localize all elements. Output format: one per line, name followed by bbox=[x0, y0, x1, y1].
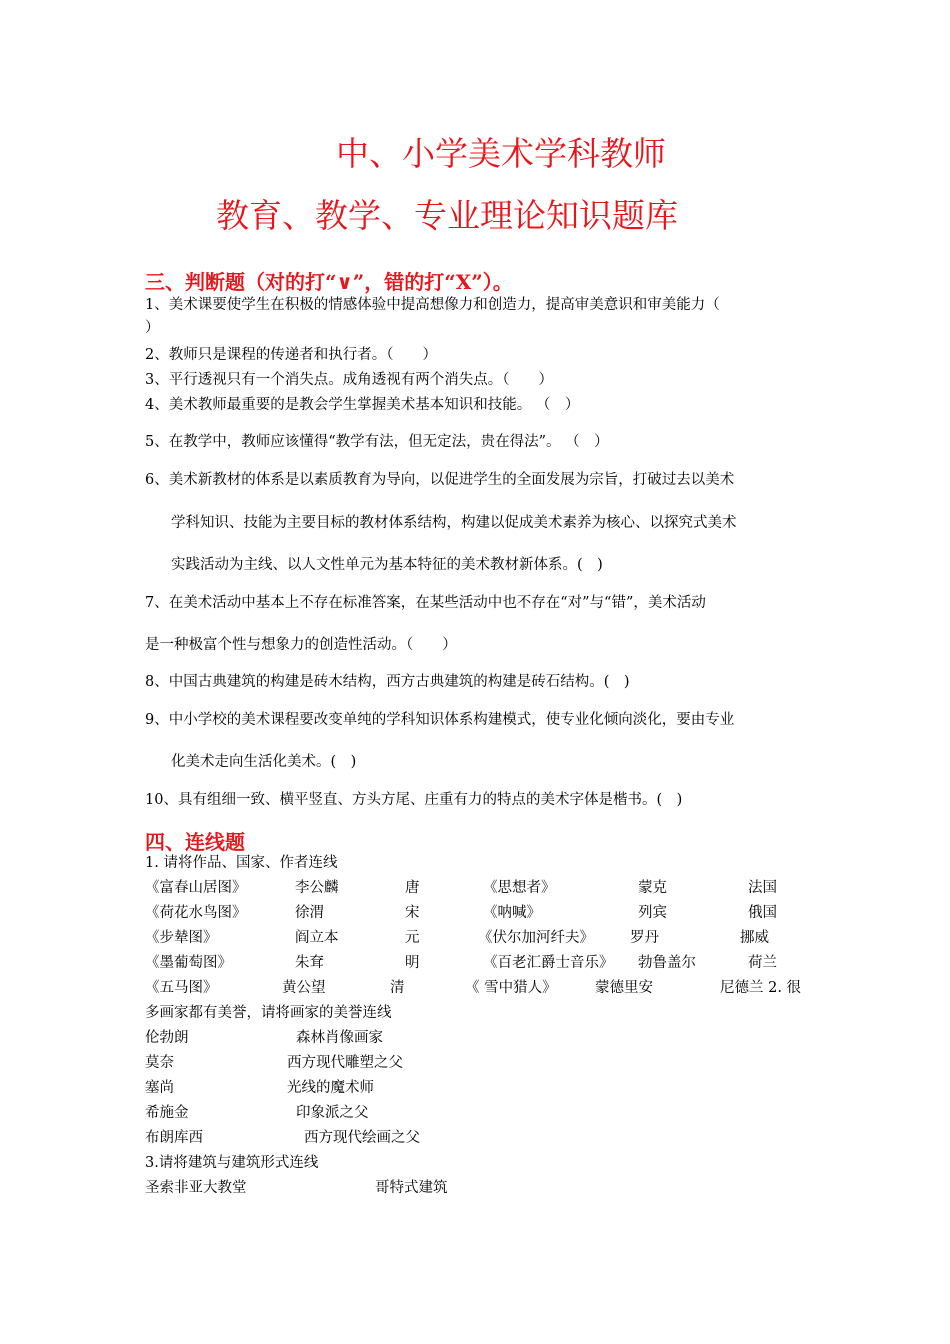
question-5: 5、在教学中，教师应该懂得“教学有法，但无定法，贵在得法”。 （ ） bbox=[145, 434, 609, 450]
artist-name: 勃鲁盖尔 bbox=[638, 955, 696, 971]
painter-name: 希施金 bbox=[145, 1105, 189, 1121]
dynasty: 元 bbox=[405, 930, 420, 946]
question-8: 8、中国古典建筑的构建是砖木结构，西方古典建筑的构建是砖石结构。( ) bbox=[145, 674, 630, 690]
dynasty: 宋 bbox=[405, 905, 420, 921]
work-title: 《墨葡萄图》 bbox=[145, 955, 232, 971]
section3-heading: 三、判断题（对的打“∨”，错的打“X”）。 bbox=[145, 270, 513, 294]
artist-name: 朱耷 bbox=[295, 955, 324, 971]
work-title: 《伏尔加河纤夫》 bbox=[478, 930, 594, 946]
dynasty: 清 bbox=[390, 980, 405, 996]
artist-name: 蒙德里安 bbox=[595, 980, 653, 996]
country: 挪威 bbox=[740, 930, 769, 946]
artist-name: 蒙克 bbox=[638, 880, 667, 896]
painter-honor: 西方现代雕塑之父 bbox=[287, 1055, 403, 1071]
building-name: 圣索非亚大教堂 bbox=[145, 1180, 247, 1196]
work-title: 《 雪中猎人》 bbox=[465, 980, 557, 996]
document-title-line1: 中、小学美术学科教师 bbox=[336, 134, 666, 173]
question-6-line1: 6、美术新教材的体系是以素质教育为导向，以促进学生的全面发展为宗旨，打破过去以美术 bbox=[145, 472, 735, 488]
question-1-line1: 1、美术课要使学生在积极的情感体验中提高想像力和创造力，提高审美意识和审美能力（ bbox=[145, 297, 720, 313]
work-title: 《思想者》 bbox=[483, 880, 556, 896]
painter-honor: 森林肖像画家 bbox=[296, 1030, 383, 1046]
work-title: 《步辇图》 bbox=[145, 930, 218, 946]
dynasty: 明 bbox=[405, 955, 420, 971]
artist-name: 黄公望 bbox=[282, 980, 326, 996]
country: 俄国 bbox=[748, 905, 777, 921]
dynasty: 唐 bbox=[405, 880, 420, 896]
question-10: 10、具有组细一致、横平竖直、方头方尾、庄重有力的特点的美术字体是楷书。( ) bbox=[145, 792, 683, 808]
section4-heading: 四、连线题 bbox=[145, 830, 245, 854]
work-title: 《荷花水鸟图》 bbox=[145, 905, 247, 921]
question-2: 2、教师只是课程的传递者和执行者。（ ） bbox=[145, 347, 437, 363]
question-3: 3、平行透视只有一个消失点。成角透视有两个消失点。（ ） bbox=[145, 372, 553, 388]
question-7-line2: 是一种极富个性与想象力的创造性活动。（ ） bbox=[145, 637, 457, 653]
work-title: 《五马图》 bbox=[145, 980, 218, 996]
painter-name: 布朗库西 bbox=[145, 1130, 203, 1146]
painter-honor: 印象派之父 bbox=[296, 1105, 369, 1121]
artist-name: 李公麟 bbox=[295, 880, 339, 896]
architecture-style: 哥特式建筑 bbox=[375, 1180, 448, 1196]
country: 荷兰 bbox=[748, 955, 777, 971]
question-9-line2: 化美术走向生活化美术。( ) bbox=[171, 754, 357, 770]
matching-instruction-3: 3.请将建筑与建筑形式连线 bbox=[145, 1155, 319, 1171]
painter-name: 伦勃朗 bbox=[145, 1030, 189, 1046]
painter-name: 塞尚 bbox=[145, 1080, 174, 1096]
question-7-line1: 7、在美术活动中基本上不存在标准答案，在某些活动中也不存在“对”与“错”，美术活动 bbox=[145, 595, 706, 611]
work-title: 《富春山居图》 bbox=[145, 880, 247, 896]
question-4: 4、美术教师最重要的是教会学生掌握美术基本知识和技能。 （ ） bbox=[145, 397, 580, 413]
artist-name: 列宾 bbox=[638, 905, 667, 921]
work-title: 《百老汇爵士音乐》 bbox=[483, 955, 614, 971]
artist-name: 阎立本 bbox=[295, 930, 339, 946]
question-9-line1: 9、中小学校的美术课程要改变单纯的学科知识体系构建模式，使专业化倾向淡化，要由专业 bbox=[145, 712, 735, 728]
artist-name: 罗丹 bbox=[630, 930, 659, 946]
painter-honor: 光线的魔术师 bbox=[287, 1080, 374, 1096]
question-1-line2: ） bbox=[145, 320, 160, 336]
artist-name: 徐渭 bbox=[295, 905, 324, 921]
country: 尼德兰 2. 很 bbox=[720, 980, 802, 996]
matching-instruction-1: 1. 请将作品、国家、作者连线 bbox=[145, 855, 338, 871]
question-6-line2: 学科知识、技能为主要目标的教材体系结构，构建以促成美术素养为核心、以探究式美术 bbox=[171, 515, 737, 531]
document-title-line2: 教育、教学、专业理论知识题库 bbox=[216, 196, 678, 235]
painter-honor: 西方现代绘画之父 bbox=[304, 1130, 420, 1146]
painter-name: 莫奈 bbox=[145, 1055, 174, 1071]
matching-instruction-2: 多画家都有美誉，请将画家的美誉连线 bbox=[145, 1005, 392, 1021]
question-6-line3: 实践活动为主线、以人文性单元为基本特征的美术教材新体系。( ) bbox=[171, 557, 603, 573]
country: 法国 bbox=[748, 880, 777, 896]
work-title: 《呐喊》 bbox=[483, 905, 541, 921]
